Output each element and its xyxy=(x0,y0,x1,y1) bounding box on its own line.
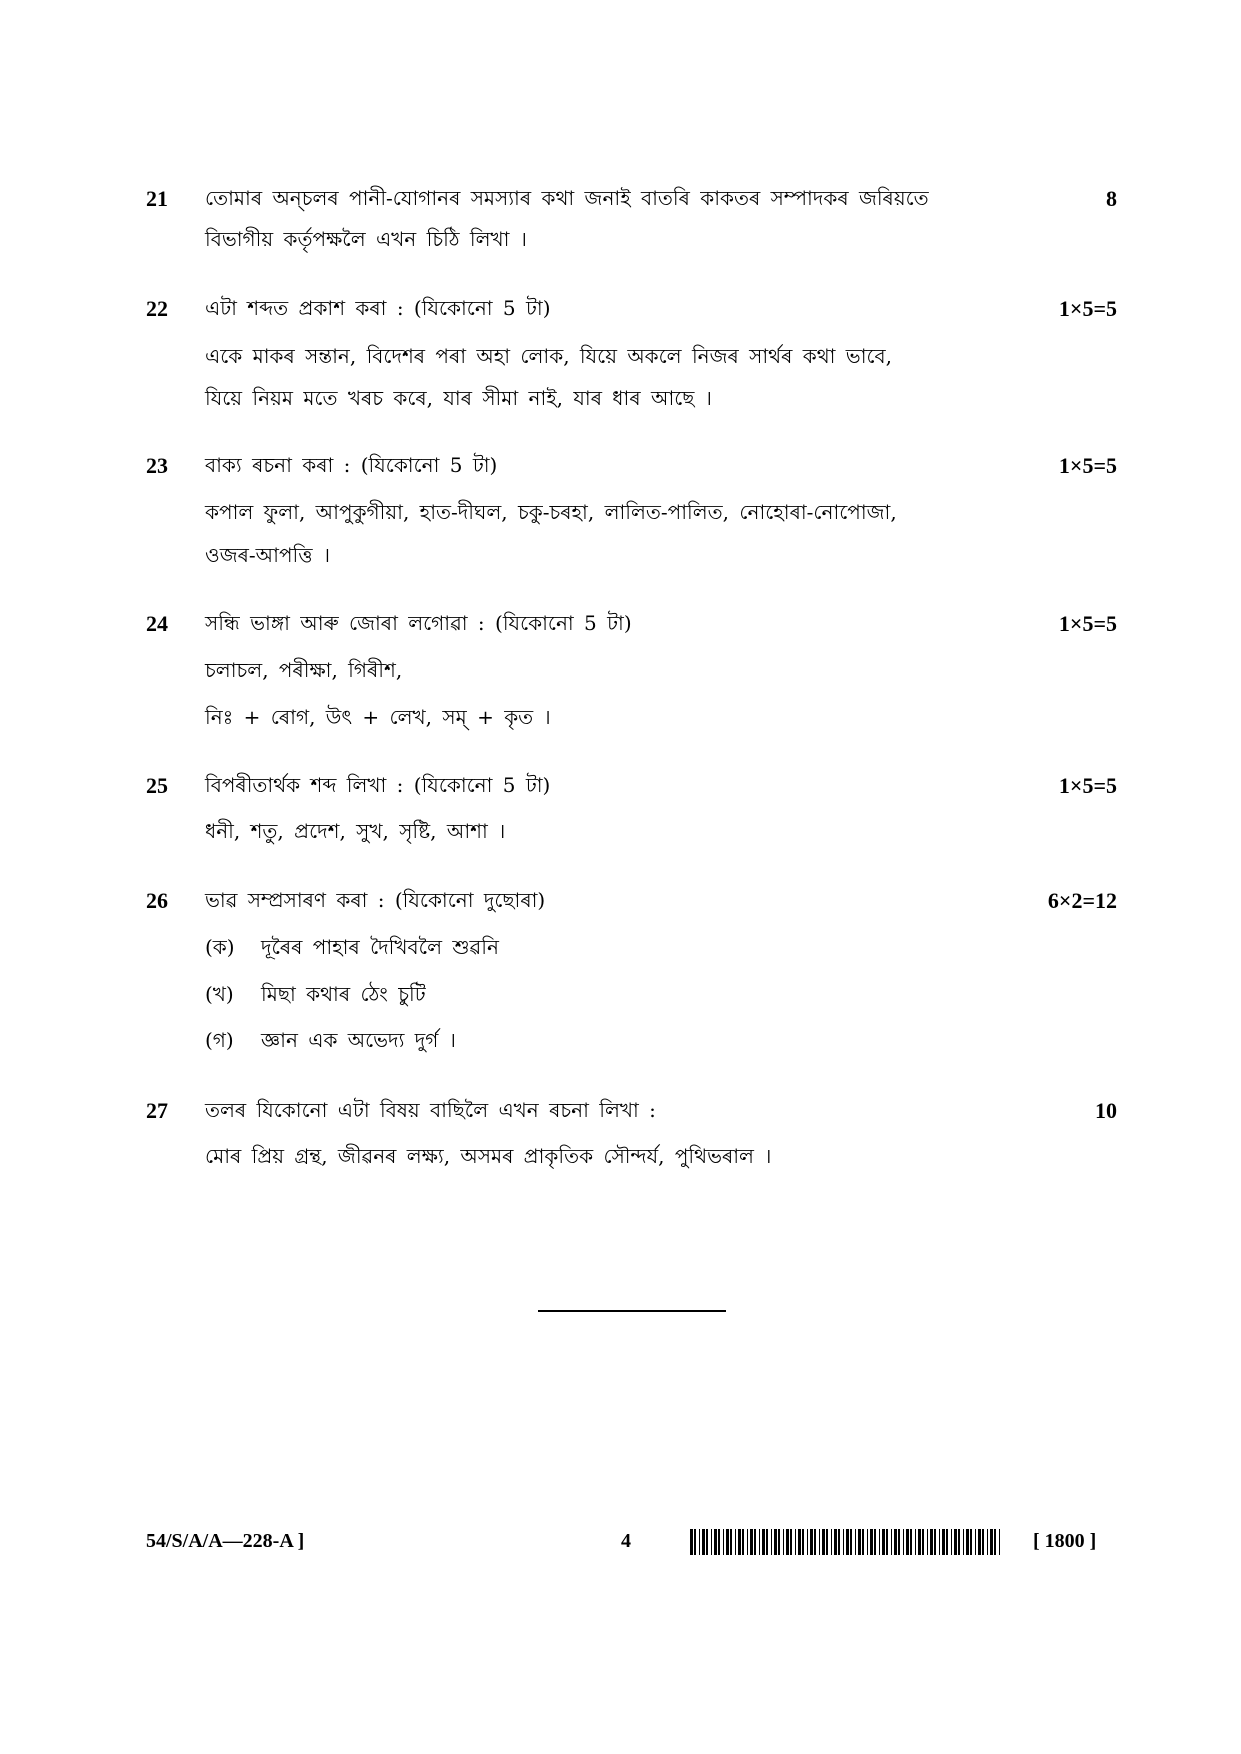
question-number: 26 xyxy=(146,888,168,913)
question-text-line: একে মাকৰ সন্তান, বিদেশৰ পৰা অহা লোক, যিয়ে অকলে নিজৰ সাৰ্থৰ কথা ভাবে, xyxy=(205,344,893,368)
question-marks: 1×5=5 xyxy=(1058,453,1117,478)
question-marks: 8 xyxy=(1106,186,1117,211)
sub-item-label: (খ) xyxy=(205,982,234,1006)
sub-item xyxy=(205,980,426,1013)
question-text-line: নিঃ + ৰোগ, উৎ + লেখ, সম্ + কৃত । xyxy=(205,705,551,729)
question-marks: 1×5=5 xyxy=(1058,296,1117,321)
question-text-line: সন্ধি ভাঙ্গা আৰু জোৰা লগোৱা : (যিকোনো 5 টা) xyxy=(205,611,632,635)
barcode-icon xyxy=(690,1529,1002,1555)
sub-item xyxy=(205,933,499,966)
sub-item-text: জ্ঞান এক অভেদ্য দুৰ্গ । xyxy=(261,1028,456,1052)
question-number: 23 xyxy=(146,453,168,478)
question-number: 27 xyxy=(146,1098,168,1123)
question-text-line: মোৰ প্ৰিয় গ্ৰন্থ, জীৱনৰ লক্ষ্য, অসমৰ প্ৰাকৃতিক সৌন্দৰ্য, পুথিভৰাল । xyxy=(205,1144,772,1168)
question-number: 22 xyxy=(146,296,168,321)
question-number: 25 xyxy=(146,773,168,798)
question-text-line: তোমাৰ অন্চলৰ পানী-যোগানৰ সমস্যাৰ কথা জনাই বাতৰি কাকতৰ সম্পাদকৰ জৰিয়তে xyxy=(205,186,929,210)
question-marks: 10 xyxy=(1095,1098,1117,1123)
page-number: 4 xyxy=(621,1530,631,1552)
question-text-line: বিভাগীয় কৰ্তৃপক্ষলৈ এখন চিঠি লিখা । xyxy=(205,227,527,251)
sub-item-label: (গ) xyxy=(205,1028,234,1052)
print-count: [ 1800 ] xyxy=(1033,1530,1097,1552)
end-divider xyxy=(538,1310,726,1312)
sub-item-text: মিছা কথাৰ ঠেং চুটি xyxy=(261,982,426,1006)
question-marks: 1×5=5 xyxy=(1058,773,1117,798)
question-text-line: ধনী, শতু, প্ৰদেশ, সুখ, সৃষ্টি, আশা । xyxy=(205,819,506,843)
question-text-line: চলাচল, পৰীক্ষা, গিৰীশ, xyxy=(205,658,403,682)
question-text-line: এটা শব্দত প্ৰকাশ কৰা : (যিকোনো 5 টা) xyxy=(205,296,551,320)
sub-item-label: (ক) xyxy=(205,935,235,959)
question-text-line: যিয়ে নিয়ম মতে খৰচ কৰে, যাৰ সীমা নাই, যাৰ ধাৰ আছে । xyxy=(205,386,712,410)
question-text-line: বিপৰীতাৰ্থক শব্দ লিখা : (যিকোনো 5 টা) xyxy=(205,773,551,797)
question-text-line: ওজৰ-আপত্তি । xyxy=(205,543,331,567)
sub-item-text: দূৰৈৰ পাহাৰ দৈখিবলৈ শুৱনি xyxy=(261,935,499,959)
sub-item xyxy=(205,1026,456,1059)
question-text-line: বাক্য ৰচনা কৰা : (যিকোনো 5 টা) xyxy=(205,453,498,477)
question-text-line: ভাৱ সম্প্ৰসাৰণ কৰা : (যিকোনো দুছোৰা) xyxy=(205,888,546,912)
question-text-line: কপাল ফুলা, আপুকুগীয়া, হাত-দীঘল, চকু-চৰহা, লালিত-পালিত, নোহোৰা-নোপোজা, xyxy=(205,500,897,524)
question-number: 21 xyxy=(146,186,168,211)
question-marks: 6×2=12 xyxy=(1047,888,1117,913)
question-marks: 1×5=5 xyxy=(1058,611,1117,636)
paper-code: 54/S/A/A—228-A ] xyxy=(146,1530,305,1552)
question-text-line: তলৰ যিকোনো এটা বিষয় বাছিলৈ এখন ৰচনা লিখা : xyxy=(205,1098,656,1122)
question-number: 24 xyxy=(146,611,168,636)
